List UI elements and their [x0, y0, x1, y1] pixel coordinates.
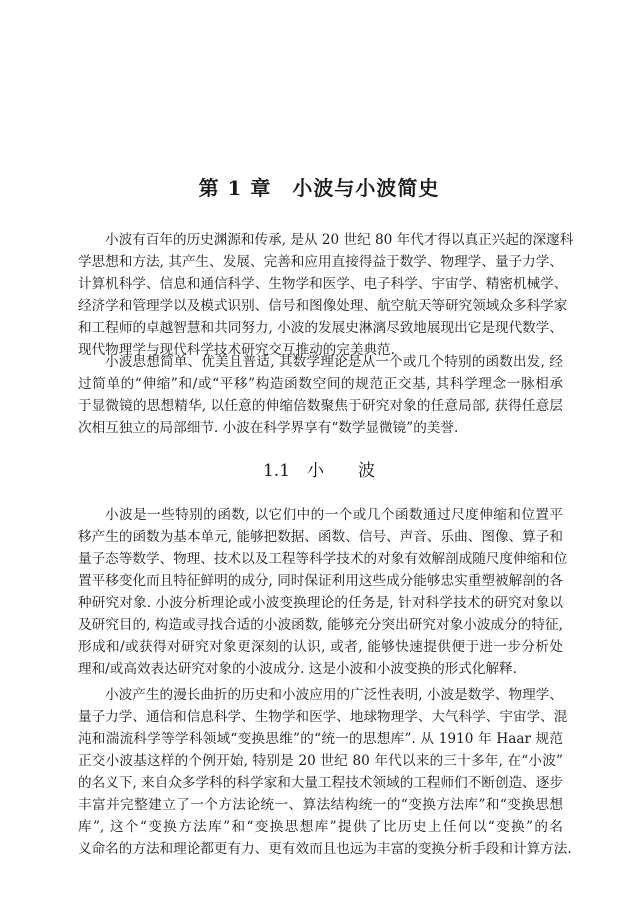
text-line: 和工程师的卓越智慧和共同努力, 小波的发展史淋漓尽致地展现出它是现代数学、 — [78, 320, 563, 336]
paragraph — [78, 229, 574, 361]
text-line: 小波产生的漫长曲折的历史和小波应用的广泛性表明, 小波是数学、物理学、 — [105, 687, 563, 703]
chapter-title: 第 1 章 小波与小波简史 — [198, 176, 440, 200]
text-line: 沌和湍流科学等学科领域“变换思维”的“统一的思想库”. 从 1910 年 Haar 规范 — [78, 731, 563, 747]
text-line: 小波思想简单、优美且普适, 其数学理论是从一个或几个特别的函数出发, 经 — [105, 354, 563, 370]
text-line: 正交小波基这样的个例开始, 特别是 20 世纪 80 年代以来的三十多年, 在“小波” — [78, 753, 563, 769]
text-line: 丰富并完整建立了一个方法论统一、算法结构统一的“变换方法库”和“变换思想 — [78, 797, 563, 813]
text-line: 置平移变化而且特征鲜明的成分, 同时保证利用这些成分能够忠实重塑被解剖的各 — [78, 573, 563, 589]
text-line: 理和/或高效表达研究对象的小波成分. 这是小波和小波变换的形式化解释. — [78, 661, 517, 677]
text-line: 库”, 这个“变换方法库”和“变换思想库”提供了比历史上任何以“变换”的名 — [78, 819, 563, 835]
text-line: 种研究对象. 小波分析理论或小波变换理论的任务是, 针对科学技术的研究对象以 — [78, 595, 563, 611]
text-line: 于显微镜的思想精华, 以任意的伸缩倍数聚焦于研究对象的任意局部, 获得任意层 — [78, 398, 563, 414]
paragraph — [78, 684, 572, 860]
section-title: 1.1 小 波 — [262, 461, 376, 481]
text-line: 现代物理学与现代科学技术研究交互推动的完美典范. — [78, 342, 395, 358]
text-line: 计算机科学、信息和通信科学、生物学和医学、电子科学、宇宙学、精密机械学、 — [78, 276, 568, 292]
text-line: 量子力学、通信和信息科学、生物学和医学、地球物理学、大气科学、宇宙学、混 — [78, 709, 568, 725]
text-line: 过简单的“伸缩”和/或“平移”构造函数空间的规范正交基, 其科学理念一脉相承 — [78, 376, 563, 392]
text-line: 形成和/或获得对研究对象更深刻的认识, 或者, 能够快速提供便于进一步分析处 — [78, 639, 563, 655]
text-line: 的名义下, 来自众多学科的科学家和大量工程技术领域的工程师们不断创造、逐步 — [78, 775, 563, 791]
text-line: 义命名的方法和理论都更有力、更有效而且也远为丰富的变换分析手段和计算方法. — [78, 841, 572, 857]
text-line: 及研究目的, 构造或寻找合适的小波函数, 能够充分突出研究对象小波成分的特征, — [78, 617, 563, 633]
text-line: 移产生的函数为基本单元, 能够把数据、函数、信号、声音、乐曲、图像、算子和 — [78, 529, 563, 545]
text-line: 经济学和管理学以及模式识别、信号和图像处理、航空航天等研究领域众多科学家 — [78, 298, 568, 314]
paragraph — [78, 504, 568, 680]
text-line: 量子态等数学、物理、技术以及工程等科学技术的对象有效解剖成随尺度伸缩和位 — [78, 551, 568, 567]
text-line: 小波有百年的历史渊源和传承, 是从 20 世纪 80 年代才得以真正兴起的深邃科 — [105, 232, 574, 248]
text-line: 学思想和方法, 其产生、发展、完善和应用直接得益于数学、物理学、量子力学、 — [78, 254, 563, 270]
text-line: 次相互独立的局部细节. 小波在科学界享有“数学显微镜”的美誉. — [78, 420, 459, 436]
paragraph — [78, 351, 563, 439]
text-line: 小波是一些特别的函数, 以它们中的一个或几个函数通过尺度伸缩和位置平 — [105, 507, 563, 523]
